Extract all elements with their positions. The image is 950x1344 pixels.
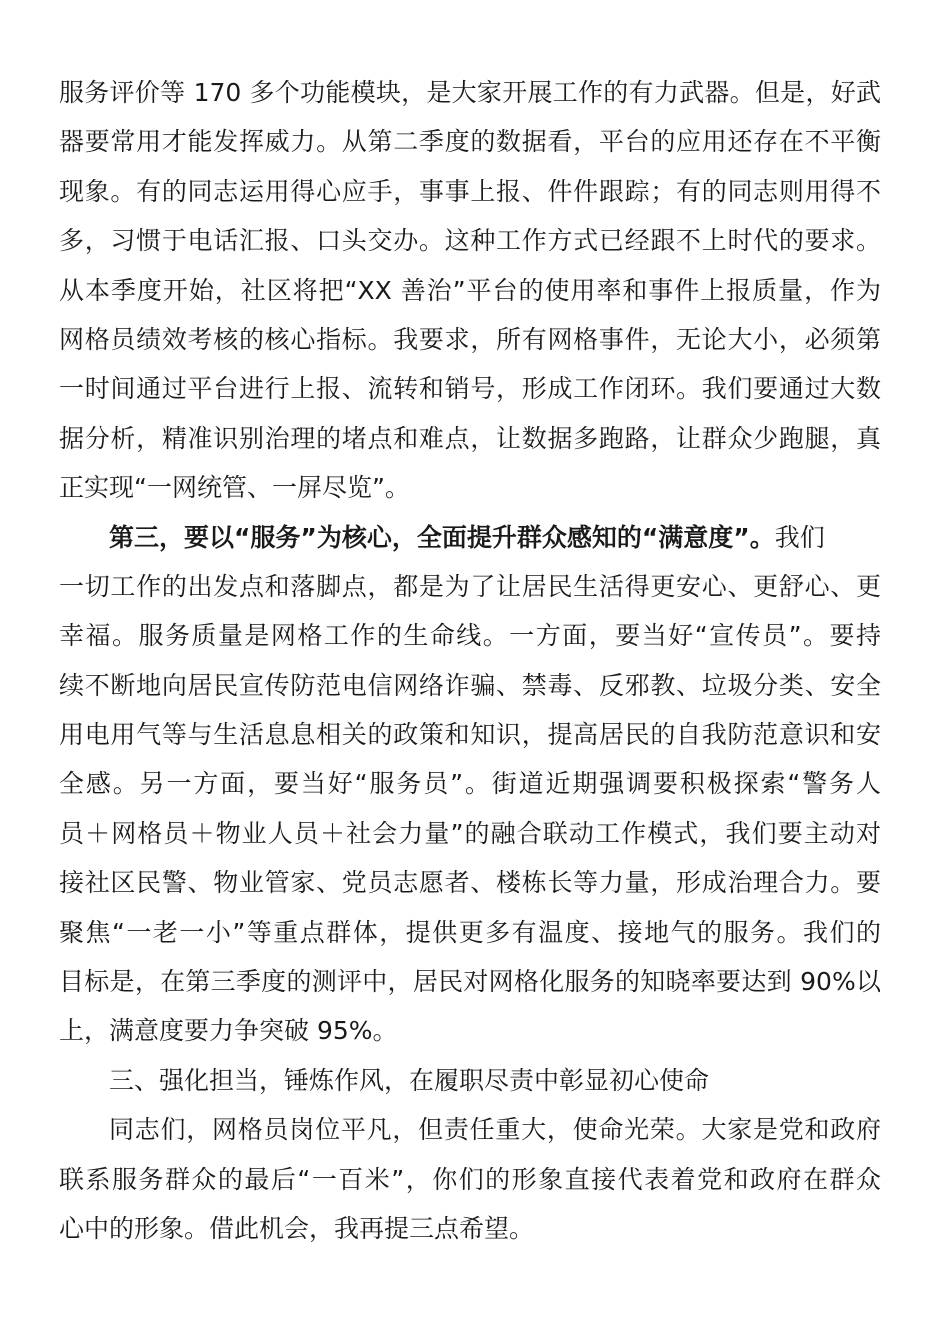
text-line: 一时间通过平台进行上报、流转和销号，形成工作闭环。我们要通过大数 (59, 374, 881, 404)
text-line: 从本季度开始，社区将把“XX 善治”平台的使用率和事件上报质量，作为 (59, 275, 881, 305)
text-line: 全感。另一方面，要当好“服务员”。街道近期强调要积极探索“警务人 (59, 769, 881, 799)
text-line: 服务评价等 170 多个功能模块，是大家开展工作的有力武器。但是，好武 (59, 78, 881, 107)
text-line: 现象。有的同志运用得心应手，事事上报、件件跟踪；有的同志则用得不 (59, 176, 881, 206)
text-line: 多，习惯于电话汇报、口头交办。这种工作方式已经跟不上时代的要求。 (59, 226, 881, 256)
body-text (59, 68, 881, 1253)
text-line: 心中的形象。借此机会，我再提三点希望。 (59, 1213, 535, 1243)
text-line: 一切工作的出发点和落脚点，都是为了让居民生活得更安心、更舒心、更 (59, 571, 881, 601)
part-three-heading: 三、强化担当，锤炼作风，在履职尽责中彰显初心使命 (109, 1065, 710, 1095)
section-three-heading-tail: 我们 (774, 522, 825, 552)
text-line: 同志们，网格员岗位平凡，但责任重大，使命光荣。大家是党和政府 (109, 1115, 881, 1145)
section-three-heading: 第三，要以“服务”为核心，全面提升群众感知的“满意度”。 (109, 522, 775, 552)
text-line: 器要常用才能发挥威力。从第二季度的数据看，平台的应用还存在不平衡 (59, 127, 881, 157)
text-line: 目标是，在第三季度的测评中，居民对网格化服务的知晓率要达到 90%以 (59, 967, 881, 997)
text-line: 幸福。服务质量是网格工作的生命线。一方面，要当好“宣传员”。要持 (59, 621, 881, 651)
section-three-heading-line (59, 513, 881, 562)
text-line: 用电用气等与生活息息相关的政策和知识，提高居民的自我防范意识和安 (59, 720, 881, 750)
text-line: 上，满意度要力争突破 95%。 (59, 1016, 398, 1046)
text-line: 接社区民警、物业管家、党员志愿者、楼栋长等力量，形成治理合力。要 (59, 868, 881, 898)
text-line: 员＋网格员＋物业人员＋社会力量”的融合联动工作模式，我们要主动对 (59, 818, 881, 848)
text-line: 正实现“一网统管、一屏尽览”。 (59, 473, 410, 503)
text-line: 聚焦“一老一小”等重点群体，提供更多有温度、接地气的服务。我们的 (59, 917, 881, 947)
text-line: 据分析，精准识别治理的堵点和难点，让数据多跑路，让群众少跑腿，真 (59, 423, 881, 453)
text-line: 续不断地向居民宣传防范电信网络诈骗、禁毒、反邪教、垃圾分类、安全 (59, 670, 881, 700)
text-line: 网格员绩效考核的核心指标。我要求，所有网格事件，无论大小，必须第 (59, 324, 881, 354)
text-line: 联系服务群众的最后“一百米”，你们的形象直接代表着党和政府在群众 (59, 1164, 881, 1194)
